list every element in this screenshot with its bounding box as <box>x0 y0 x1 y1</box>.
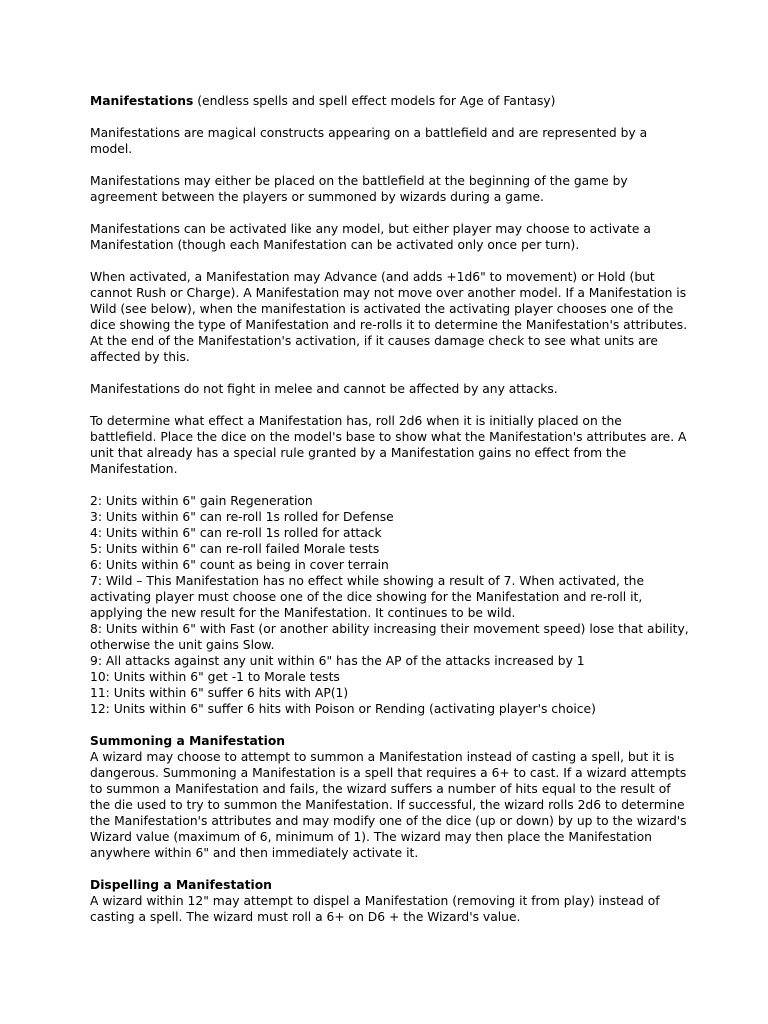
results-list <box>90 493 690 717</box>
list-item: 7: Wild – This Manifestation has no effect while showing a result of 7. When activated, the activating player must choose one of the dice showing for the Manifestation and re-roll it, applying the new result for the Manifestation. It continues to be wild. <box>90 574 645 620</box>
paragraph-movement: When activated, a Manifestation may Advance (and adds +1d6" to movement) or Hold (but cannot Rush or Charge). A Manifestation may not move over another model. If a Manifestation is Wild (see below), when the manifestation is activated the activating player chooses one of the dice showing the type of Manifestation and re-rolls it to determine the Manifestation's attributes. At the end of the Manifestation's activation, if it causes damage check to see what units are affected by this. <box>90 270 688 364</box>
list-item: 11: Units within 6" suffer 6 hits with AP(1) <box>90 686 349 700</box>
list-item: 8: Units within 6" with Fast (or another ability increasing their movement speed) lose that ability, otherwise the unit gains Slow. <box>90 622 689 652</box>
document-title <box>90 93 690 109</box>
list-item: 9: All attacks against any unit within 6" has the AP of the attacks increased by 1 <box>90 654 585 668</box>
list-item: 6: Units within 6" count as being in cover terrain <box>90 558 389 572</box>
title-subtitle: (endless spells and spell effect models for Age of Fantasy) <box>193 94 556 108</box>
list-item: 4: Units within 6" can re-roll 1s rolled for attack <box>90 526 382 540</box>
list-item: 10: Units within 6" get -1 to Morale tests <box>90 670 340 684</box>
title-bold: Manifestations <box>90 94 194 108</box>
summoning-heading: Summoning a Manifestation <box>90 734 286 748</box>
summoning-text: A wizard may choose to attempt to summon a Manifestation instead of casting a spell, but it is dangerous. Summoning a Manifestation is a spell that requires a 6+ to cast. If a wizard attempts to summon a Manifestation and fails, the wizard suffers a number of hits equal to the result of the die used to try to summon the Manifestation. If successful, the wizard rolls 2d6 to determine the Manifestation's attributes and may modify one of the dice (up or down) by up to the wizard's Wizard value (maximum of 6, minimum of 1). The wizard may then place the Manifestation anywhere within 6" and then immediately activate it. <box>90 750 687 860</box>
dispelling-heading: Dispelling a Manifestation <box>90 878 272 892</box>
paragraph-placement: Manifestations may either be placed on the battlefield at the beginning of the game by agreement between the players or summoned by wizards during a game. <box>90 174 628 204</box>
paragraph-intro: Manifestations are magical constructs appearing on a battlefield and are represented by a model. <box>90 126 648 156</box>
paragraph-effect-roll: To determine what effect a Manifestation has, roll 2d6 when it is initially placed on the battlefield. Place the dice on the model's base to show what the Manifestation's attributes are. A unit that already has a special rule granted by a Manifestation gains no effect from the Manifestation. <box>90 414 687 476</box>
paragraph-melee: Manifestations do not fight in melee and cannot be affected by any attacks. <box>90 382 558 396</box>
document-body <box>90 93 690 941</box>
list-item: 12: Units within 6" suffer 6 hits with Poison or Rending (activating player's choice) <box>90 702 596 716</box>
list-item: 3: Units within 6" can re-roll 1s rolled for Defense <box>90 510 394 524</box>
paragraph-activation: Manifestations can be activated like any model, but either player may choose to activate a Manifestation (though each Manifestation can be activated only once per turn). <box>90 222 651 252</box>
list-item: 2: Units within 6" gain Regeneration <box>90 494 313 508</box>
dispelling-text: A wizard within 12" may attempt to dispel a Manifestation (removing it from play) instead of casting a spell. The wizard must roll a 6+ on D6 + the Wizard's value. <box>90 894 660 924</box>
list-item: 5: Units within 6" can re-roll failed Morale tests <box>90 542 380 556</box>
